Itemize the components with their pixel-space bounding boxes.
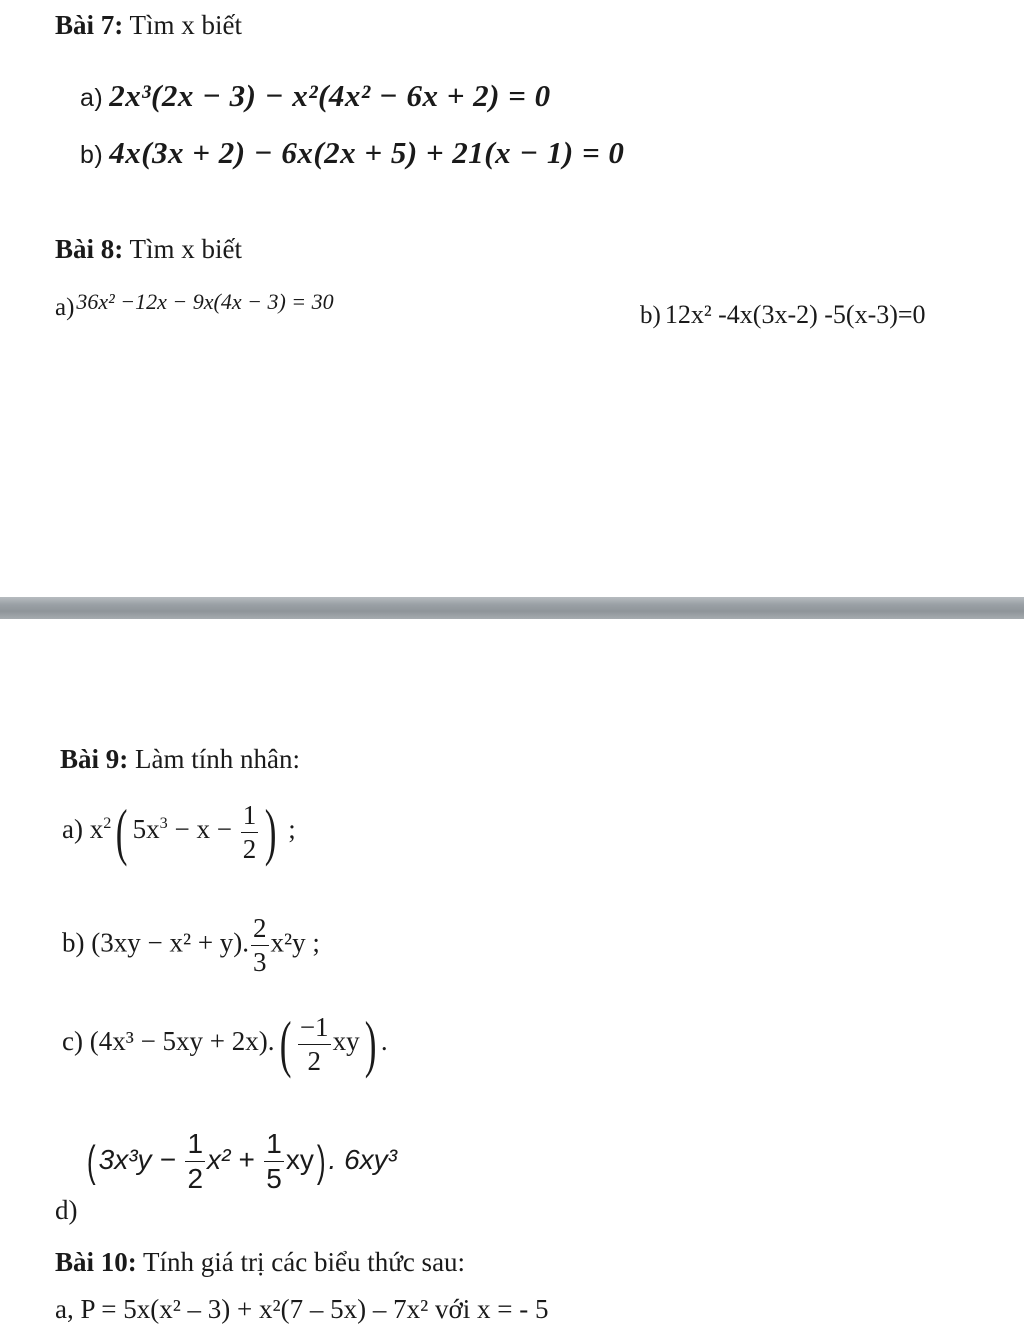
bai9-a-num: 1 [241, 802, 259, 833]
bai9-b-end: x²y ; [270, 927, 320, 958]
bai7-a-expr: 2x³(2x − 3) − x²(4x² − 6x + 2) = 0 [109, 78, 551, 113]
bai10-title-text: Tính giá trị các biểu thức sau: [136, 1247, 466, 1277]
bai9-d-den1: 2 [187, 1163, 204, 1194]
bai9-d-num2: 1 [264, 1130, 284, 1162]
bai9-a-inner-sup: 3 [159, 814, 168, 833]
bai9-a-rest: − x − [167, 814, 239, 845]
bai9-title [60, 744, 300, 775]
bai8-b-label: b) [640, 302, 661, 329]
bai9-b-den: 3 [253, 947, 267, 977]
bai7-item-b [80, 135, 624, 171]
bai9-a-label: a) [62, 814, 83, 845]
bai9-c-fraction [298, 1011, 331, 1076]
bai7-title-text: Tìm x biết [123, 10, 243, 40]
bai9-c-num: −1 [298, 1014, 331, 1045]
bai9-d-num1: 1 [185, 1130, 205, 1162]
bai9-item-d: ( 3x³y − $\frac{1}{2}$ x² + $\frac{1}{5}$ xy) . 6xy³ [86, 1128, 397, 1194]
bai9-a-sup: 2 [103, 814, 112, 833]
bai8-title-bold: Bài 8: [55, 234, 124, 264]
bai9-a-x: x [89, 814, 104, 845]
bai10-title [55, 1247, 465, 1278]
bai9-item-c: c) (4x³ − 5xy + 2x).( $\frac{-1}{2}$ xy) . [62, 1008, 388, 1079]
bai9-d-xy: xy [285, 1143, 314, 1175]
bai9-b-fraction [251, 915, 269, 976]
bai7-item-a [80, 78, 551, 114]
bai7-b-expr: 4x(3x + 2) − 6x(2x + 5) + 21(x − 1) = 0 [109, 135, 625, 170]
bai9-item-a: a) $x^2$( $5x^3 - x$ − $\frac{1}{2}$ ) ; [62, 796, 296, 867]
bai9-b-paren: (3xy − x² + y). [91, 927, 250, 958]
bai9-c-end: . [380, 1026, 388, 1057]
bai9-d-fraction-2 [264, 1130, 284, 1193]
bai9-d-fraction-1 [185, 1130, 205, 1193]
page-divider [0, 597, 1024, 619]
bai9-d-start: 3x³y − [98, 1143, 184, 1175]
bai9-b-num: 2 [251, 915, 269, 946]
bai7-b-label: b) [80, 141, 104, 169]
bai7-a-label: a) [80, 84, 104, 112]
bai9-c-label: c) [62, 1026, 83, 1057]
bai9-d-mid: x² + [207, 1143, 263, 1175]
bai9-a-den: 2 [242, 833, 257, 864]
bai9-title-bold: Bài 9: [60, 744, 129, 774]
bai9-c-den: 2 [307, 1045, 321, 1076]
bai8-b-expr: 12x² -4x(3x-2) -5(x-3)=0 [664, 300, 926, 329]
bai7-title [55, 10, 242, 41]
bai8-title [55, 234, 242, 265]
bai9-title-text: Làm tính nhân: [128, 744, 300, 774]
bai7-title-bold: Bài 7: [55, 10, 124, 40]
bai9-d-label: d) [55, 1195, 78, 1225]
bai8-title-text: Tìm x biết [123, 234, 243, 264]
bai8-item-a [55, 289, 334, 322]
bai9-item-b [62, 915, 320, 976]
bai9-c-xy: xy [332, 1026, 360, 1057]
bai9-a-inner: 5x [132, 814, 160, 845]
bai9-a-end: ; [281, 814, 296, 845]
bai8-a-label: a) [55, 294, 75, 321]
bai9-c-paren: (4x³ − 5xy + 2x). [89, 1026, 275, 1057]
bai9-a-fraction [241, 799, 259, 864]
bai9-d-den2: 5 [266, 1163, 282, 1194]
bai9-b-label: b) [62, 927, 85, 958]
bai8-item-b [640, 300, 926, 330]
bai10-item-a: a, P = 5x(x² – 3) + x²(7 – 5x) – 7x² với x = - 5 [55, 1294, 549, 1324]
bai9-d-end: . 6xy³ [328, 1143, 397, 1175]
bai10-title-bold: Bài 10: [55, 1247, 137, 1277]
bai8-a-expr: 36x² −12x − 9x(4x − 3) = 30 [76, 289, 334, 314]
